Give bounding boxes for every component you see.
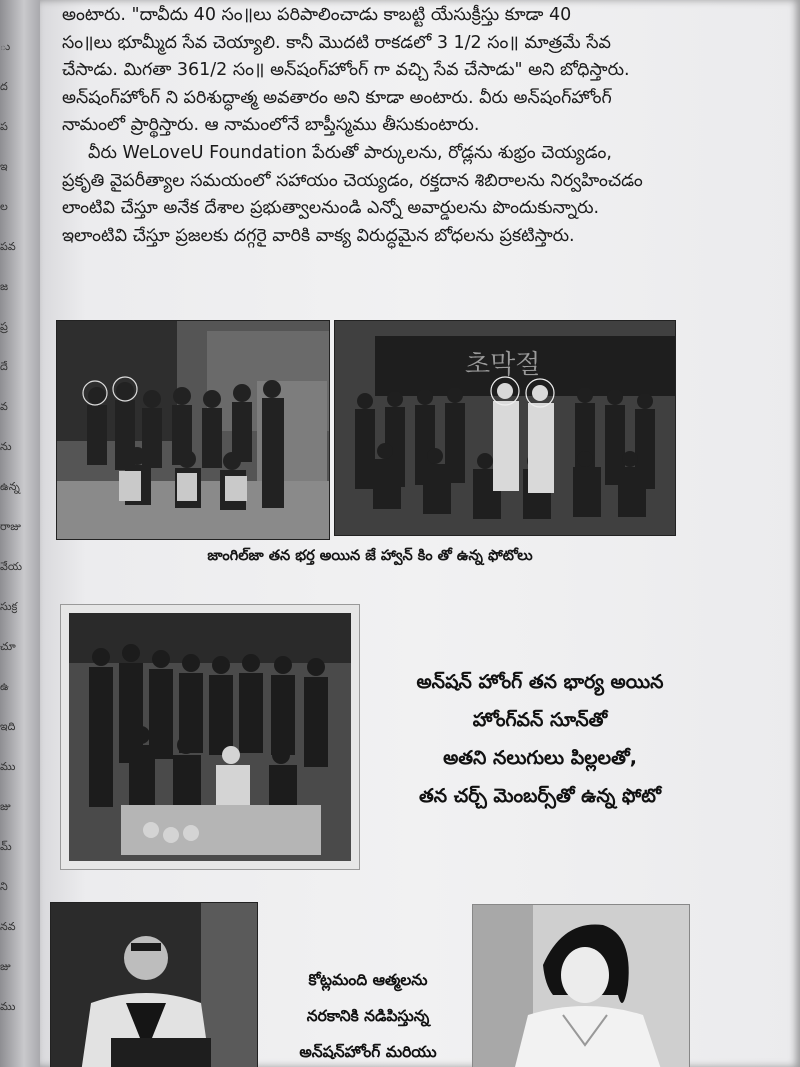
body-line: చేసాడు. మిగతా 361/2 సం॥ అన్‌షంగ్‌హోంగ్ గా వచ్చి సేవ చేసాడు" అని బోధిస్తారు. [62,60,630,81]
adjacent-page-fragment: చూ [0,640,16,653]
caption-line: అతని నలుగులు పిల్లలతో, [443,747,637,769]
body-line: సం॥లు భూమ్మీద సేవ చెయ్యాలి. కానీ మొదటి రాకడలో 3 1/2 సం॥ మాత్రమే సేవ [62,32,611,53]
portrait-photo-image [51,903,257,1067]
body-paragraph [62,2,742,250]
adjacent-page-fragment: ద [0,80,8,93]
caption-line: నరకానికి నడిపిస్తున్న [306,1007,430,1025]
photo-caption-2 [370,663,710,815]
adjacent-page-fragment: మ్ [0,840,12,853]
adjacent-page-fragment: ము [0,1000,16,1013]
adjacent-page-fragment: ము [0,760,16,773]
body-line: అన్‌షంగ్‌హోంగ్ ని పరిశుద్ధాత్మ అవతారం అని కూడా అంటారు. వీరు అన్‌షంగ్‌హోంగ్ [62,87,612,108]
caption-line: తన చర్చ్ మెంబర్స్‌తో ఉన్న ఫోటో [419,785,661,807]
group-photo-image [335,321,675,535]
portrait-photo-man [50,902,258,1067]
group-photo-street [56,320,330,540]
body-line: ప్రకృతి వైపరీత్యాల సమయంలో సహాయం చెయ్యడం, రక్తదాన శిబిరాలను నిర్వహించడం [62,170,643,191]
caption-line: అన్‌షన్ హోంగ్ తన భార్య అయిన [416,671,664,693]
adjacent-page-fragment: దే [0,360,8,373]
group-photo-image [57,321,329,539]
adjacent-page-fragment: ని [0,880,8,893]
portrait-photo-woman [472,904,690,1067]
adjacent-page-fragment: ల [0,200,8,213]
family-photo [60,604,360,870]
body-line: అంటారు. "దావీదు 40 సం॥లు పరిపాలించాడు కాబట్టి యేసుక్రీస్తు కూడా 40 [62,5,572,25]
photo-caption-3 [268,962,468,1067]
portrait-photo-image [473,905,689,1067]
adjacent-page-fragment: ఉ [0,680,9,693]
adjacent-page-fragment: జు [0,800,11,813]
adjacent-page-fragment: ఇది [0,720,16,733]
adjacent-page-fragment: సుక్ర [0,600,18,613]
adjacent-page-fragment: ప్ర [0,320,8,333]
body-line: వీరు WeLoveU Foundation పేరుతో పార్కులను, రోడ్లను శుభ్రం చెయ్యడం, [88,142,612,163]
family-photo-image [61,605,359,869]
adjacent-page-fragment: రాజు [0,520,21,533]
adjacent-page-fragment: ను [0,440,12,453]
adjacent-page-fragment: వేయ [0,560,22,573]
adjacent-page-fragment: జ [0,280,9,293]
adjacent-page-fragment: ఉన్న [0,480,20,493]
adjacent-page-fragment: పవ [0,240,16,253]
caption-line: కోట్లమంది ఆత్మలను [308,971,428,989]
body-line: ఇలాంటివి చేస్తూ ప్రజలకు దగ్గరై వారికి వాక్య విరుద్ధమైన బోధలను ప్రకటిస్తారు. [62,225,575,246]
body-line: నామంలో ప్రార్థిస్తారు. ఆ నామంలోనే బాప్తీస్మము తీసుకుంటారు. [62,115,480,136]
body-line: లాంటివి చేస్తూ అనేక దేశాల ప్రభుత్వాలనుండి ఎన్నో అవార్డులను పొందుకున్నారు. [62,198,600,219]
adjacent-page-fragment: ప [0,120,8,133]
adjacent-page-edge [0,0,40,1067]
adjacent-page-fragment: జు [0,960,11,973]
adjacent-page-fragment: నవ [0,920,16,933]
group-photo-banner [334,320,676,536]
svg-text:초막절: 초막절 [465,350,541,380]
photo-caption-1: జాంగిల్‌జా తన భర్త అయిన జే హ్వాన్ కిం తో ఉన్న ఫోటోలు [207,548,533,564]
adjacent-page-fragment: ు [0,40,11,53]
caption-line: హోంగ్‌వన్ సూన్‌తో [472,709,608,731]
adjacent-page-fragment: ఇ [0,160,8,173]
book-page [40,0,800,1067]
caption-line: అన్‌షన్‌హోంగ్ మరియు [299,1043,437,1061]
adjacent-page-fragment: వ [0,400,8,413]
